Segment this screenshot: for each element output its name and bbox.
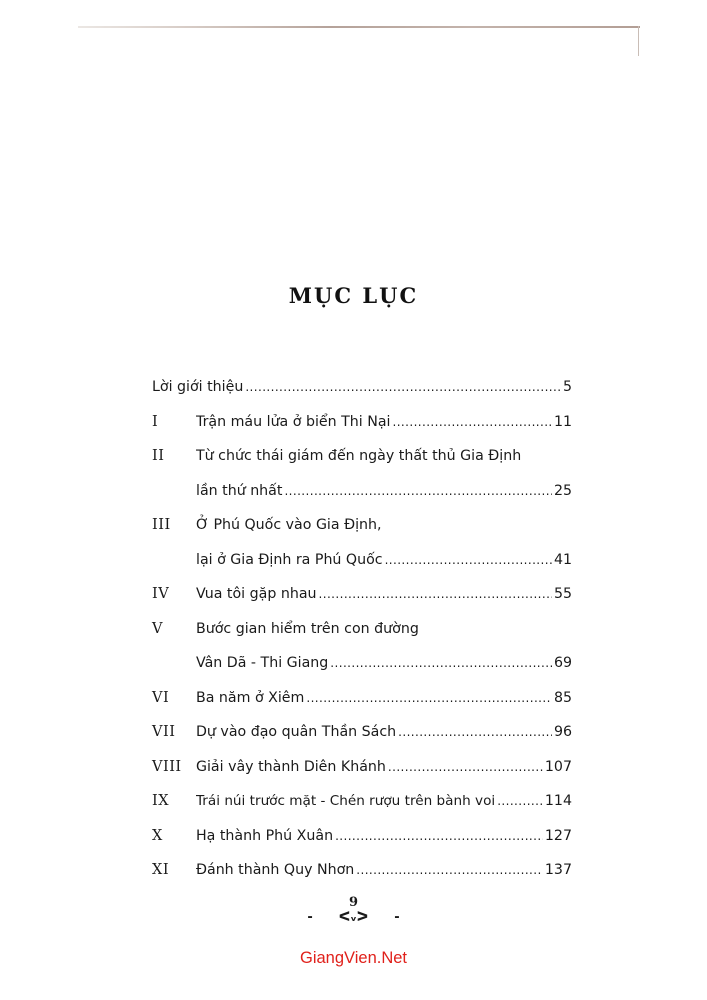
page-ornament (0, 910, 707, 925)
toc-entry-page: 55 (553, 586, 572, 602)
toc-entry-chapter-8[interactable] (152, 750, 572, 785)
watermark-link[interactable]: GiangVien.Net (299, 949, 408, 967)
chapter-numeral: V (152, 620, 163, 637)
toc-entry-chapter-3[interactable] (152, 508, 572, 543)
chapter-numeral: VIII (152, 758, 182, 775)
toc-entry-chapter-3-cont[interactable] (152, 543, 572, 578)
toc-entry-intro[interactable] (152, 370, 572, 405)
toc-entry-title-line-2: lại ở Gia Định ra Phú Quốc (196, 551, 383, 568)
toc-entry-page: 85 (553, 689, 572, 706)
toc-entry-chapter-7[interactable] (152, 715, 572, 750)
scan-page-edge-right (638, 26, 639, 56)
chapter-numeral: XI (152, 862, 170, 878)
dot-leader (388, 750, 543, 785)
toc-entry-chapter-2[interactable] (152, 439, 572, 474)
toc-entry-title: Đánh thành Quy Nhơn (196, 862, 355, 878)
toc-entry-page: 114 (544, 793, 572, 809)
toc-entry-title: Trái núi trước mặt - Chén rượu trên bành voi (196, 793, 496, 809)
dot-leader (245, 370, 561, 405)
dot-leader (330, 646, 552, 681)
page-number: 9 (348, 895, 359, 910)
scan-page-edge (78, 26, 640, 28)
page-title: MỤC LỤC (288, 283, 419, 308)
chapter-numeral: II (152, 448, 165, 464)
toc-entry-chapter-4[interactable] (152, 577, 572, 612)
dot-leader (319, 577, 552, 612)
toc-entry-chapter-1[interactable] (152, 405, 572, 440)
toc-entry-title: Dự vào đạo quân Thần Sách (196, 724, 397, 740)
dot-leader (356, 853, 543, 888)
toc-entry-chapter-11[interactable] (152, 853, 572, 888)
toc-entry-page: 69 (553, 655, 572, 671)
toc-entry-chapter-2-cont[interactable] (152, 474, 572, 509)
ornament-dash-left: - (307, 910, 313, 925)
toc-entry-title: Giải vây thành Diên Khánh (196, 758, 386, 775)
toc-entry-page: 11 (553, 413, 572, 430)
toc-entry-title-line-1: Từ chức thái giám đến ngày thất thủ Gia Định (196, 448, 522, 464)
dot-leader (306, 681, 552, 716)
toc-entry-page: 137 (544, 862, 572, 878)
toc-entry-page: 107 (544, 758, 572, 775)
toc-entry-page: 41 (553, 551, 572, 568)
chapter-numeral: IV (152, 586, 170, 602)
toc-entry-title: Lời giới thiệu (152, 379, 244, 395)
chapter-numeral: VII (152, 724, 176, 740)
toc-entry-chapter-6[interactable] (152, 681, 572, 716)
dot-leader (393, 405, 552, 440)
chapter-numeral: I (152, 413, 159, 430)
toc-entry-title-line-2: Vân Dã - Thi Giang (196, 655, 329, 671)
toc-entry-title-line-1: Ở Phú Quốc vào Gia Định, (196, 517, 382, 533)
toc-entry-chapter-10[interactable] (152, 819, 572, 854)
dot-leader (284, 474, 552, 509)
toc-entry-title: Trận máu lửa ở biển Thi Nại (196, 413, 391, 430)
toc-entry-title: Vua tôi gặp nhau (196, 586, 317, 602)
toc-entry-page: 127 (544, 827, 572, 844)
chapter-numeral: VI (152, 689, 170, 706)
ornament-dash-right: - (394, 910, 400, 925)
toc-entry-title-line-1: Bước gian hiểm trên con đường (196, 620, 419, 637)
table-of-contents (152, 370, 572, 888)
toc-entry-chapter-5-cont[interactable] (152, 646, 572, 681)
dot-leader (335, 819, 543, 854)
toc-entry-title: Hạ thành Phú Xuân (196, 827, 334, 844)
ornament-flourish-icon: ᐸᵥᐳ (338, 910, 369, 925)
toc-entry-page: 5 (562, 379, 572, 395)
toc-entry-title-line-2: lần thứ nhất (196, 482, 283, 499)
dot-leader (398, 715, 552, 750)
chapter-numeral: III (152, 517, 171, 533)
toc-entry-chapter-5[interactable] (152, 612, 572, 647)
dot-leader (385, 543, 552, 578)
dot-leader (497, 784, 543, 819)
toc-entry-chapter-9[interactable] (152, 784, 572, 819)
toc-entry-page: 25 (553, 482, 572, 499)
toc-entry-page: 96 (553, 724, 572, 740)
toc-entry-title: Ba năm ở Xiêm (196, 689, 305, 706)
chapter-numeral: IX (152, 793, 170, 809)
chapter-numeral: X (152, 827, 163, 844)
